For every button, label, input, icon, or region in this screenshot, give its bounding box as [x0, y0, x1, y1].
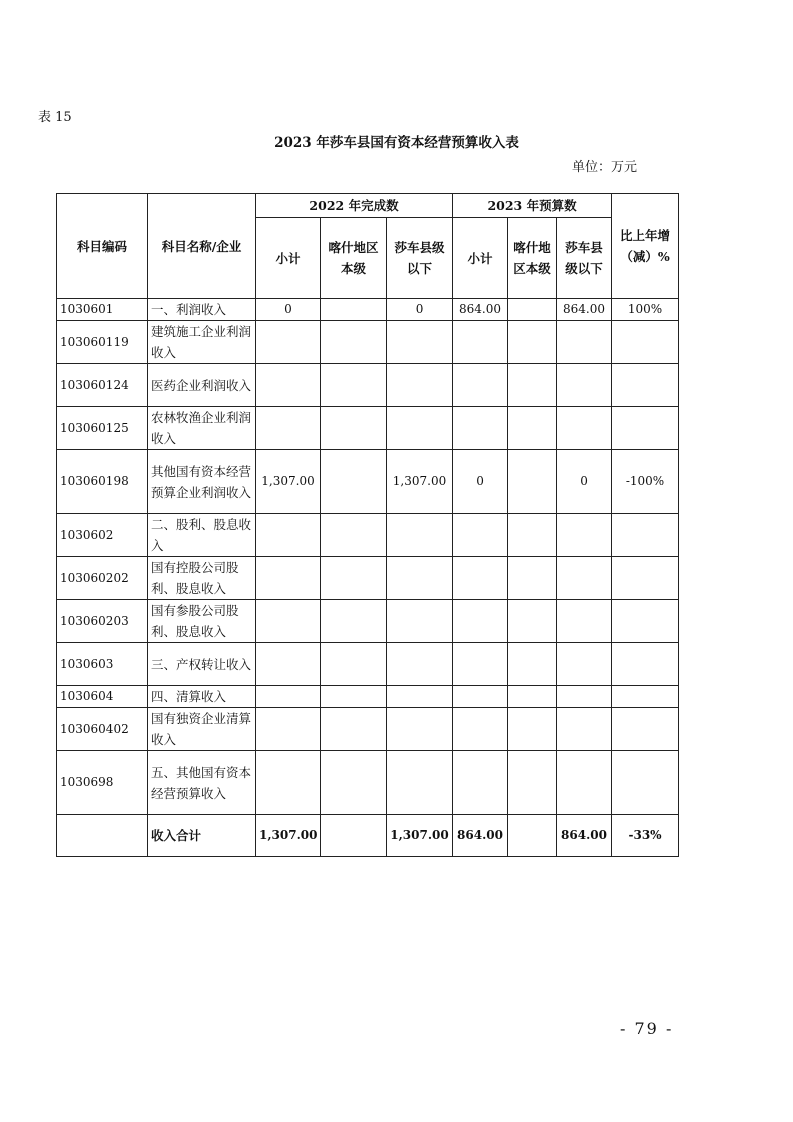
cell-2022-shache [387, 708, 453, 751]
cell-2023-shache [557, 600, 612, 643]
cell-2022-subtotal [256, 643, 321, 686]
cell-2023-subtotal [453, 708, 508, 751]
cell-2023-shache [557, 407, 612, 450]
table-row [57, 450, 679, 514]
cell-2023-shache: 0 [557, 450, 612, 514]
cell-2022-kashi [321, 686, 387, 708]
cell-2023-kashi [508, 450, 557, 514]
cell-2023-shache [557, 321, 612, 364]
cell-code: 103060402 [57, 708, 148, 751]
cell-name: 一、利润收入 [148, 299, 256, 321]
cell-2023-kashi [508, 364, 557, 407]
cell-2022-subtotal [256, 686, 321, 708]
cell-code: 103060124 [57, 364, 148, 407]
cell-2023-subtotal [453, 407, 508, 450]
cell-2022-shache [387, 557, 453, 600]
cell-2022-subtotal [256, 407, 321, 450]
cell-change [612, 643, 679, 686]
cell-2022-subtotal [256, 557, 321, 600]
cell-2023-subtotal [453, 751, 508, 815]
total-cell-name: 收入合计 [148, 815, 256, 857]
cell-name: 国有参股公司股利、股息收入 [148, 600, 256, 643]
table-row [57, 514, 679, 557]
table-row [57, 557, 679, 600]
cell-2023-shache: 864.00 [557, 299, 612, 321]
header-code: 科目编码 [57, 194, 148, 299]
cell-2022-shache [387, 600, 453, 643]
cell-2023-kashi [508, 299, 557, 321]
cell-2022-subtotal [256, 364, 321, 407]
table-label: 表 15 [38, 110, 72, 125]
cell-2023-shache [557, 686, 612, 708]
cell-code: 103060203 [57, 600, 148, 643]
total-cell-2023-kashi [508, 815, 557, 857]
cell-2022-shache [387, 364, 453, 407]
cell-2023-kashi [508, 514, 557, 557]
header-2022-shache: 莎车县级以下 [387, 218, 453, 299]
total-cell-2022-subtotal: 1,307.00 [256, 815, 321, 857]
total-cell-2022-shache: 1,307.00 [387, 815, 453, 857]
cell-2023-subtotal: 864.00 [453, 299, 508, 321]
cell-name: 三、产权转让收入 [148, 643, 256, 686]
total-cell-2022-kashi [321, 815, 387, 857]
table-row [57, 643, 679, 686]
cell-2022-subtotal: 0 [256, 299, 321, 321]
cell-2023-kashi [508, 407, 557, 450]
cell-code: 103060125 [57, 407, 148, 450]
cell-2022-shache: 0 [387, 299, 453, 321]
cell-code: 103060119 [57, 321, 148, 364]
cell-name: 二、股利、股息收入 [148, 514, 256, 557]
header-group-2023: 2023 年预算数 [453, 194, 612, 218]
total-cell-code [57, 815, 148, 857]
cell-change: -100% [612, 450, 679, 514]
cell-2022-subtotal [256, 708, 321, 751]
cell-2022-kashi [321, 407, 387, 450]
cell-2023-shache [557, 708, 612, 751]
cell-name: 五、其他国有资本经营预算收入 [148, 751, 256, 815]
cell-2023-shache [557, 514, 612, 557]
table-row [57, 708, 679, 751]
cell-code: 1030604 [57, 686, 148, 708]
header-2022-subtotal: 小计 [256, 218, 321, 299]
cell-2022-kashi [321, 643, 387, 686]
cell-2022-kashi [321, 514, 387, 557]
cell-2023-shache [557, 751, 612, 815]
cell-2023-kashi [508, 643, 557, 686]
cell-2023-subtotal [453, 321, 508, 364]
total-cell-change: -33% [612, 815, 679, 857]
cell-2022-kashi [321, 751, 387, 815]
cell-change [612, 321, 679, 364]
cell-code: 103060202 [57, 557, 148, 600]
cell-change [612, 514, 679, 557]
cell-2023-shache [557, 643, 612, 686]
cell-name: 医药企业利润收入 [148, 364, 256, 407]
cell-2023-subtotal [453, 557, 508, 600]
table-row [57, 299, 679, 321]
cell-name: 其他国有资本经营预算企业利润收入 [148, 450, 256, 514]
header-group-2022: 2022 年完成数 [256, 194, 453, 218]
header-2023-shache: 莎车县级以下 [557, 218, 612, 299]
cell-change [612, 708, 679, 751]
cell-2022-kashi [321, 299, 387, 321]
cell-2022-subtotal [256, 751, 321, 815]
page-title: 2023 年莎车县国有资本经营预算收入表 [274, 135, 519, 151]
cell-name: 国有控股公司股利、股息收入 [148, 557, 256, 600]
cell-2023-subtotal [453, 514, 508, 557]
cell-2022-shache: 1,307.00 [387, 450, 453, 514]
cell-2022-kashi [321, 450, 387, 514]
cell-2023-kashi [508, 686, 557, 708]
cell-change [612, 686, 679, 708]
cell-2022-shache [387, 686, 453, 708]
table-row [57, 407, 679, 450]
header-name: 科目名称/企业 [148, 194, 256, 299]
cell-change [612, 751, 679, 815]
cell-2023-kashi [508, 708, 557, 751]
cell-name: 四、清算收入 [148, 686, 256, 708]
cell-2022-kashi [321, 321, 387, 364]
cell-2022-kashi [321, 708, 387, 751]
header-2023-subtotal: 小计 [453, 218, 508, 299]
cell-code: 1030601 [57, 299, 148, 321]
cell-2022-subtotal [256, 321, 321, 364]
cell-2022-shache [387, 321, 453, 364]
cell-code: 1030603 [57, 643, 148, 686]
cell-name: 建筑施工企业利润收入 [148, 321, 256, 364]
cell-code: 1030698 [57, 751, 148, 815]
cell-change [612, 407, 679, 450]
unit-label: 单位：万元 [572, 160, 638, 175]
cell-2023-subtotal [453, 600, 508, 643]
cell-2023-kashi [508, 321, 557, 364]
cell-code: 1030602 [57, 514, 148, 557]
cell-code: 103060198 [57, 450, 148, 514]
table-row [57, 751, 679, 815]
cell-2023-subtotal [453, 364, 508, 407]
cell-change [612, 600, 679, 643]
cell-2022-kashi [321, 557, 387, 600]
cell-2022-subtotal [256, 600, 321, 643]
cell-2023-shache [557, 364, 612, 407]
cell-2022-shache [387, 407, 453, 450]
cell-2023-subtotal [453, 643, 508, 686]
table-row [57, 600, 679, 643]
cell-2023-kashi [508, 751, 557, 815]
budget-revenue-table [56, 193, 679, 857]
cell-2023-kashi [508, 600, 557, 643]
cell-name: 国有独资企业清算收入 [148, 708, 256, 751]
total-cell-2023-subtotal: 864.00 [453, 815, 508, 857]
cell-change [612, 557, 679, 600]
cell-2023-shache [557, 557, 612, 600]
cell-2022-shache [387, 514, 453, 557]
total-row [57, 815, 679, 857]
cell-2022-shache [387, 751, 453, 815]
cell-change [612, 364, 679, 407]
cell-2022-kashi [321, 600, 387, 643]
cell-2022-subtotal: 1,307.00 [256, 450, 321, 514]
total-cell-2023-shache: 864.00 [557, 815, 612, 857]
cell-2022-subtotal [256, 514, 321, 557]
header-2023-kashi: 喀什地区本级 [508, 218, 557, 299]
cell-change: 100% [612, 299, 679, 321]
cell-2023-kashi [508, 557, 557, 600]
cell-2023-subtotal: 0 [453, 450, 508, 514]
header-2022-kashi: 喀什地区本级 [321, 218, 387, 299]
header-change: 比上年增（减）% [612, 194, 679, 299]
cell-name: 农林牧渔企业利润收入 [148, 407, 256, 450]
cell-2022-kashi [321, 364, 387, 407]
page-number: - 79 - [620, 1019, 674, 1038]
cell-2022-shache [387, 643, 453, 686]
cell-2023-subtotal [453, 686, 508, 708]
table-row [57, 686, 679, 708]
table-row [57, 364, 679, 407]
table-row [57, 321, 679, 364]
